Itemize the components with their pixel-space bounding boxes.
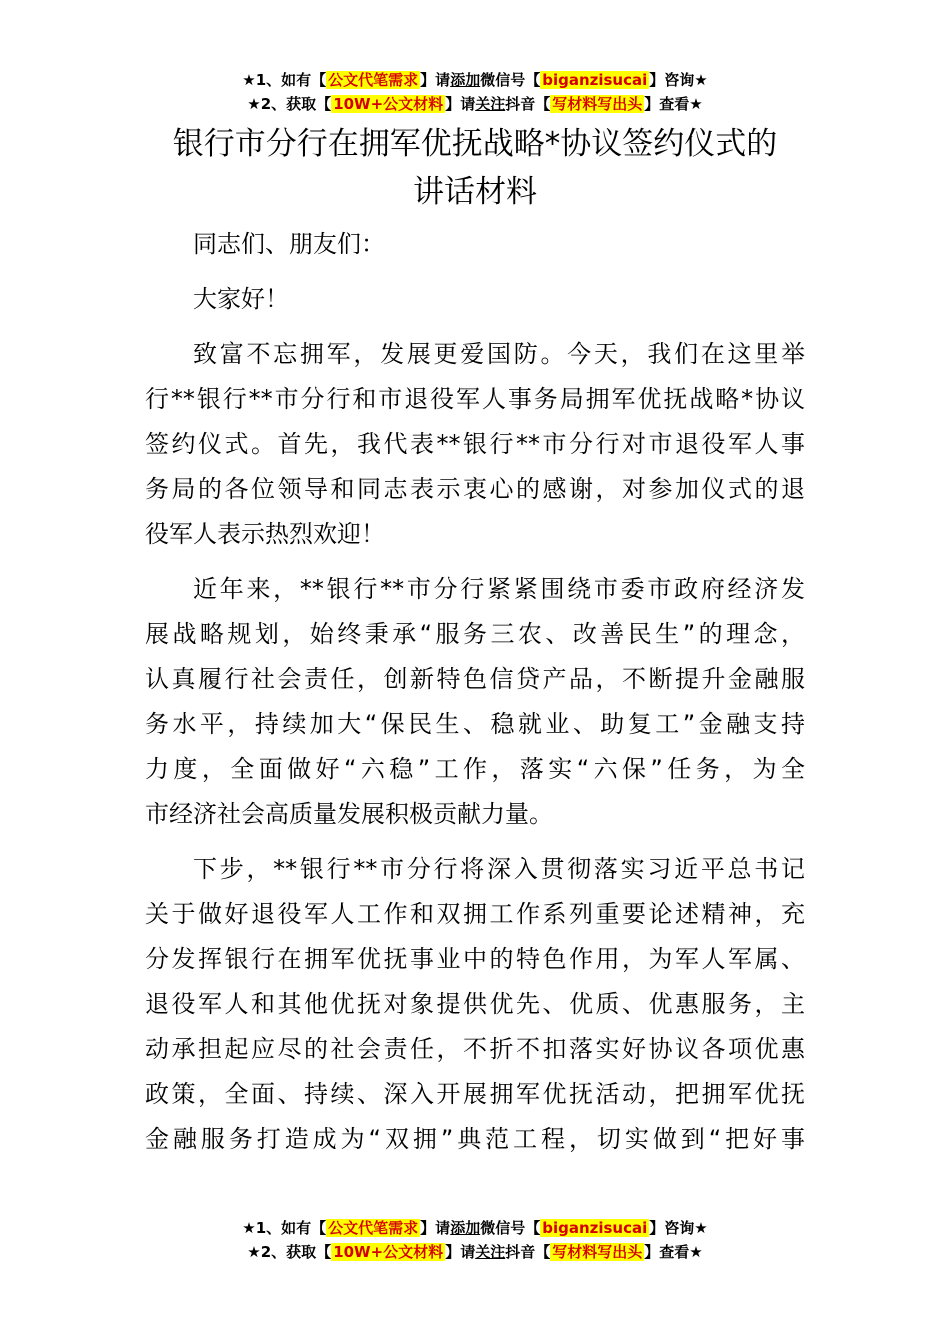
banner-line-1: ★1、如有【 公文代笔需求 】请添加微信号【 biganzisucai 】咨询★ (242, 71, 708, 89)
banner-highlight: 公文代笔需求 (328, 1219, 419, 1237)
banner-line-1: ★1、如有【 公文代笔需求 】请添加微信号【 biganzisucai 】咨询★ (242, 1219, 708, 1237)
banner-highlight: biganzisucai (542, 71, 648, 89)
banner-highlight: 写材料写出头 (552, 1243, 643, 1261)
document-body (145, 222, 805, 1172)
salutation: 同志们、朋友们： (193, 230, 385, 258)
banner-highlight: biganzisucai (542, 1219, 648, 1237)
paragraph-next-steps: 下步，**银行**市分行将深入贯彻落实习近平总书记 关于做好退役军人工作和双拥工作系列重要论述精神，充 分发挥银行在拥军优抚事业中的特色作用，为军人军属、 退役军人和其他优抚对象提供优先、优质、优惠服务，主 动承担起应尽的社会责任，不折不扣落实好协议各项优惠 政策，全面、持续、深入开展拥军优抚活动，把拥军优抚 金融服务打造成为“双拥”典范工程，切实做到“把好事 (145, 855, 805, 1153)
banner-highlight: 写材料写出头 (552, 95, 643, 113)
title-line-1: 银行市分行在拥军优抚战略*协议签约仪式的 (172, 126, 778, 162)
paragraph-intro: 致富不忘拥军，发展更爱国防。今天，我们在这里举 行**银行**市分行和市退役军人事务局拥军优抚战略*协议 签约仪式。首先，我代表**银行**市分行对市退役军人事 务局的各位领导和同志表示衷心的感谢，对参加仪式的退 役军人表示热烈欢迎！ (145, 340, 805, 548)
title-line-2: 讲话材料 (413, 174, 537, 210)
greeting: 大家好！ (193, 285, 289, 313)
footer-banner (0, 1216, 950, 1264)
banner-highlight: 公文代笔需求 (328, 71, 419, 89)
banner-line-2: ★2、获取【 10W+公文材料 】请关注抖音【 写材料写出头 】查看★ (247, 95, 703, 113)
document-title (0, 120, 950, 216)
banner-line-2: ★2、获取【 10W+公文材料 】请关注抖音【 写材料写出头 】查看★ (247, 1243, 703, 1261)
banner-highlight: 10W+公文材料 (333, 95, 444, 113)
banner-highlight: 10W+公文材料 (333, 1243, 444, 1261)
header-banner (0, 68, 950, 116)
paragraph-recent-years: 近年来，**银行**市分行紧紧围绕市委市政府经济发 展战略规划，始终秉承“服务三农、改善民生”的理念， 认真履行社会责任，创新特色信贷产品，不断提升金融服 务水平，持续加大“保民生、稳就业、助复工”金融支持 力度，全面做好“六稳”工作，落实“六保”任务，为全 市经济社会高质量发展积极贡献力量。 (145, 575, 805, 828)
